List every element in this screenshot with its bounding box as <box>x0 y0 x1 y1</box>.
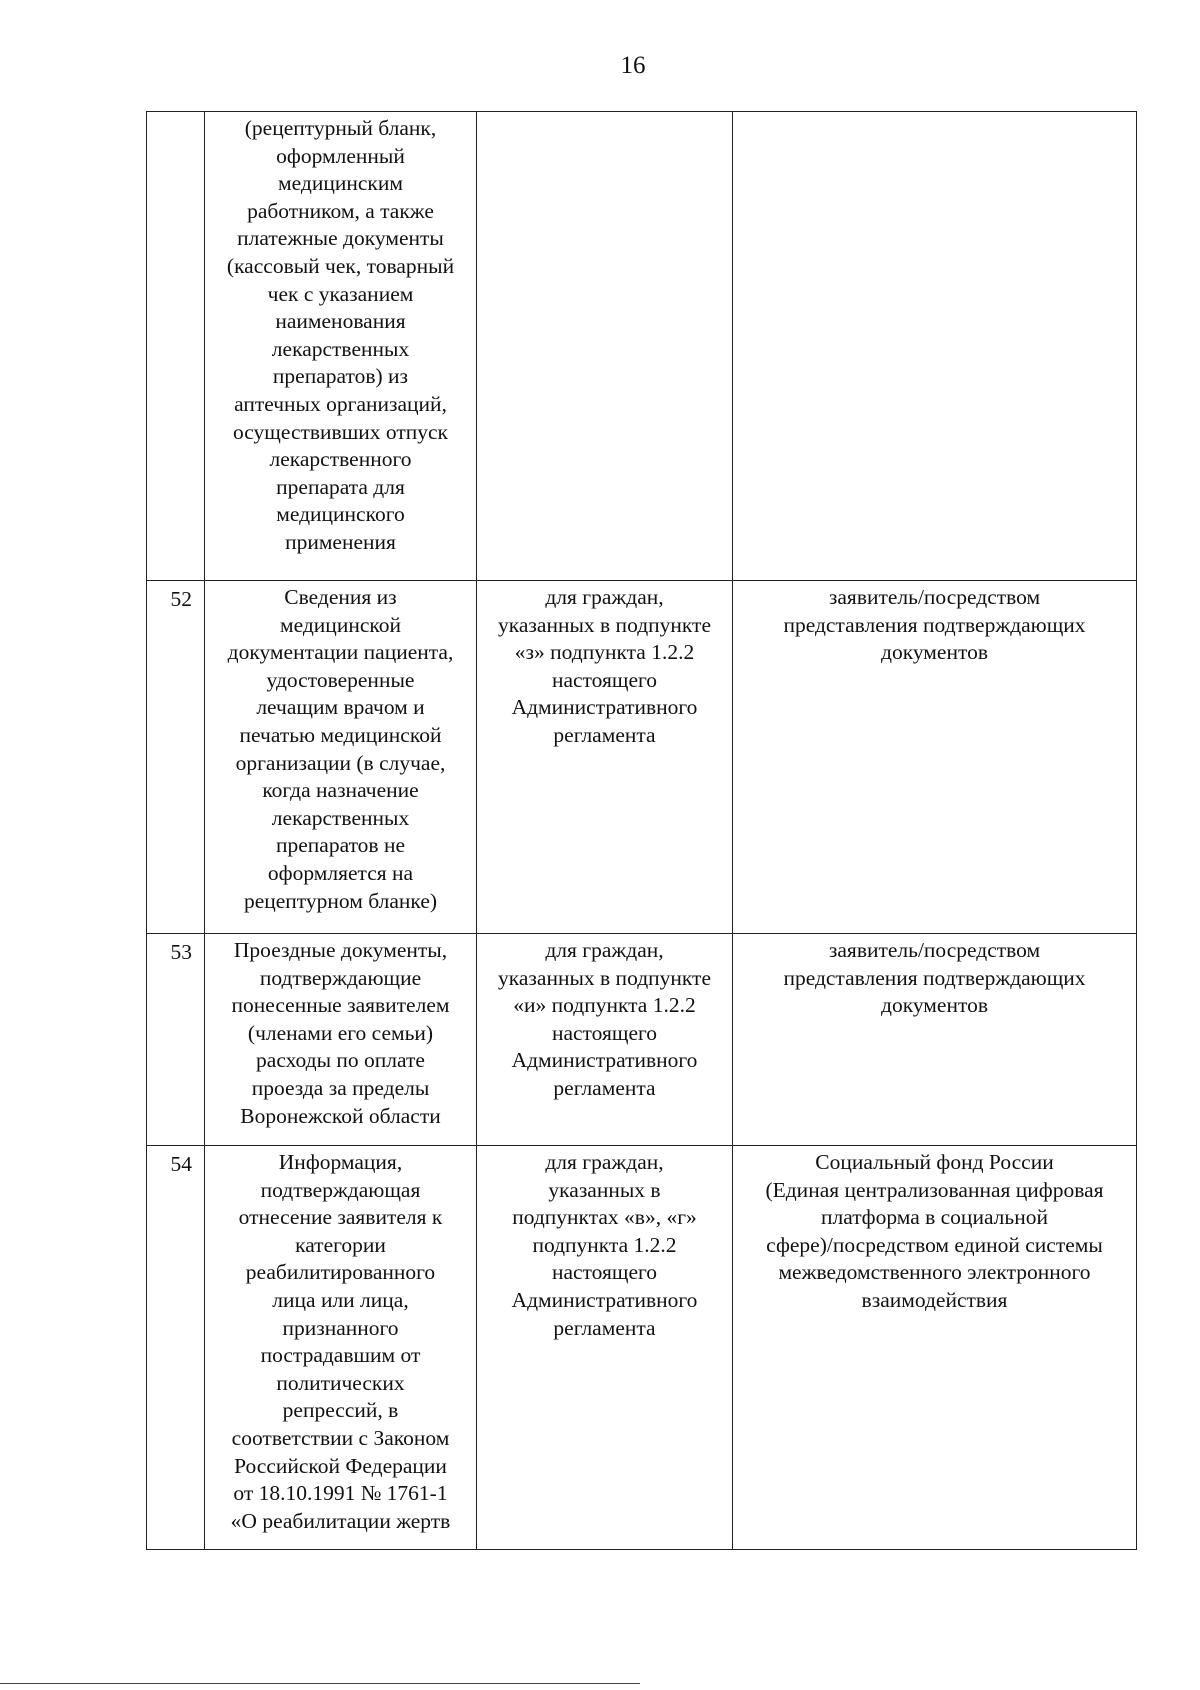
row-number: 52 <box>147 581 205 934</box>
source-cell: заявитель/посредством представления подтверждающих документов <box>733 934 1137 1146</box>
table-row <box>147 1146 1137 1550</box>
source-cell <box>733 112 1137 581</box>
row-number: 54 <box>147 1146 205 1550</box>
row-number <box>147 112 205 581</box>
applicant-category-cell: для граждан, указанных в подпункте «з» подпункта 1.2.2 настоящего Административного регламента <box>477 581 733 934</box>
documents-table <box>146 111 1137 1550</box>
document-name-cell: (рецептурный бланк, оформленный медицинским работником, а также платежные документы (кассовый чек, товарный чек с указанием наименования лекарственных препаратов) из аптечных организаций, осуществивших отпуск лекарственного препарата для медицинского применения <box>205 112 477 581</box>
document-name-cell: Сведения из медицинской документации пациента, удостоверенные лечащим врачом и печатью медицинской организации (в случае, когда назначение лекарственных препаратов не оформляется на рецептурном бланке) <box>205 581 477 934</box>
document-name-cell: Проездные документы, подтверждающие понесенные заявителем (членами его семьи) расходы по оплате проезда за пределы Воронежской области <box>205 934 477 1146</box>
scan-edge-line <box>0 1683 640 1684</box>
table-row <box>147 581 1137 934</box>
applicant-category-cell: для граждан, указанных в подпунктах «в», «г» подпункта 1.2.2 настоящего Административного регламента <box>477 1146 733 1550</box>
applicant-category-cell <box>477 112 733 581</box>
document-name-cell: Информация, подтверждающая отнесение заявителя к категории реабилитированного лица или лица, признанного пострадавшим от политических репрессий, в соответствии с Законом Российской Федерации от 18.10.1991 № 1761-1 «О реабилитации жертв <box>205 1146 477 1550</box>
row-number: 53 <box>147 934 205 1146</box>
source-cell: Социальный фонд России (Единая централизованная цифровая платформа в социальной сфере)/посредством единой системы межведомственного электронного взаимодействия <box>733 1146 1137 1550</box>
applicant-category-cell: для граждан, указанных в подпункте «и» подпункта 1.2.2 настоящего Административного регламента <box>477 934 733 1146</box>
page-number: 16 <box>620 52 646 79</box>
table-row <box>147 112 1137 581</box>
table-row <box>147 934 1137 1146</box>
source-cell: заявитель/посредством представления подтверждающих документов <box>733 581 1137 934</box>
